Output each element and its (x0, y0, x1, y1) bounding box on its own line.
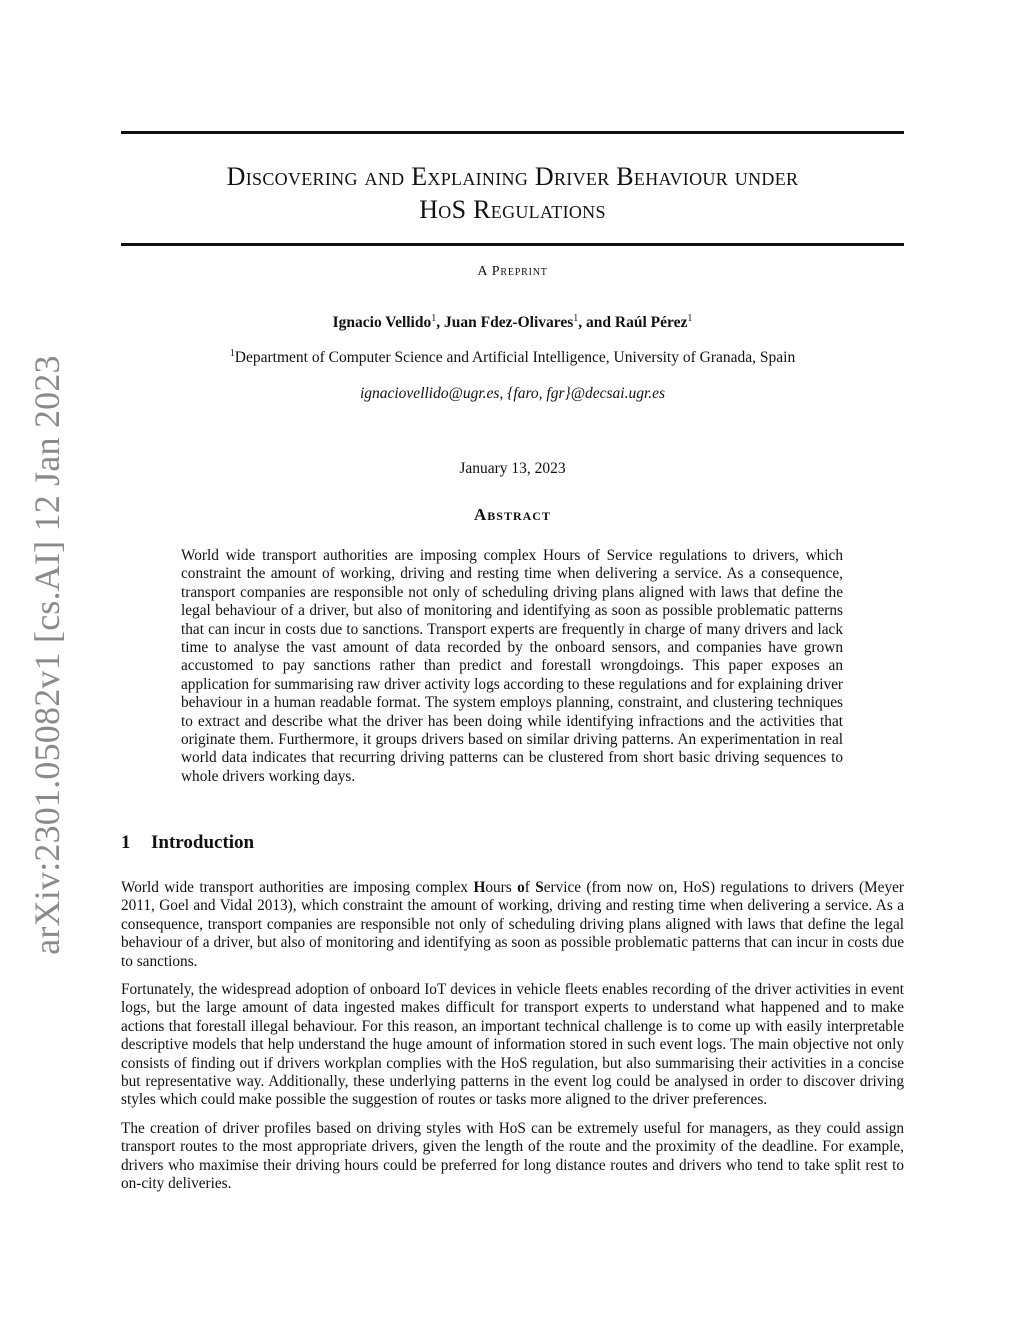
author-separator: , (436, 314, 444, 332)
author-affiliation-mark: 1 (573, 313, 579, 324)
author-separator: , and (578, 314, 615, 332)
introduction-body (121, 879, 904, 1204)
affiliation-text: Department of Computer Science and Artificial Intelligence, University of Granada, Spain (234, 349, 796, 367)
affiliation (121, 348, 904, 367)
arxiv-identifier: arXiv:2301.05082v1 [cs.AI] 12 Jan 2023 (27, 355, 68, 955)
arxiv-side-stamp (17, 355, 77, 955)
abstract-heading: Abstract (474, 505, 551, 524)
author-name: Ignacio Vellido (332, 314, 432, 332)
section-title: Introduction (151, 832, 255, 853)
paper-title-line-2: HoS Regulations (419, 195, 606, 224)
affiliation-mark: 1 (229, 348, 235, 359)
paragraph: Fortunately, the widespread adoption of onboard IoT devices in vehicle fleets enables recording of the driver activities in event logs, but the large amount of data ingested makes difficult for transport experts to understand what happened and to make actions that forestall illegal behaviour. For this reason, an important technical challenge is to come up with easily interpretable descriptive models that help understand the huge amount of information stored in such event logs. The main objective not only consists of finding out if drivers workplan complies with the HoS regulation, but also summarising their activities in a concise but representative way. Additionally, these underlying patterns in the event log could be analysed in order to discover driving styles which could make possible the suggestion of routes or tasks more aligned to the driver preferences. (121, 981, 904, 1109)
title-bottom-rule (121, 243, 904, 246)
author-name: Juan Fdez-Olivares (443, 314, 574, 332)
paragraph-text: ervice (from now on, HoS) regulations to drivers (Meyer 2011, Goel and Vidal 2013), which constraint the amount of working, driving and resting time when delivering a service. As a consequence, transport companies are responsible not only of scheduling driving plans aligned with laws that define the legal behaviour of a driver, but also of monitoring and identifying as soon as possible problematic patterns that can incur in costs due to sanctions. (121, 879, 904, 970)
title-top-rule (121, 131, 904, 134)
paper-title (121, 160, 904, 226)
abstract-text: World wide transport authorities are imposing complex Hours of Service regulations to drivers, which constraint the amount of working, driving and resting time when delivering a service. As a consequence, transport companies are responsible not only of scheduling driving plans aligned with laws that define the legal behaviour of a driver, but also of monitoring and identifying as soon as possible problematic patterns that can incur in costs due to sanctions. Transport experts are frequently in charge of many drivers and lack time to analyse the vast amount of data recorded by the onboard sensors, and companies have grown accustomed to pay sanctions rather than predict and forestall wrongdoings. This paper exposes an application for summarising raw driver activity logs according to these regulations and for explaining driver behaviour in a human readable format. The system employs planning, constraint, and clustering techniques to extract and describe what the driver has been doing while identifying infractions and the activities that originate them. Furthermore, it groups drivers based on similar driving patterns. An experimentation in real world data indicates that recurring driving patterns can be clustered from short basic driving sequences to whole drivers working days. (181, 547, 843, 785)
author-emails: ignaciovellido@ugr.es, {faro, fgr}@decsai.ugr.es (359, 385, 666, 402)
emphasis-letter: o (517, 879, 525, 896)
author-affiliation-mark: 1 (687, 313, 693, 324)
section-number: 1 (121, 832, 131, 853)
paragraph-text: f (524, 879, 536, 896)
emphasis-letter: H (473, 879, 486, 896)
author-list (121, 313, 904, 332)
preprint-label: A Preprint (477, 264, 548, 279)
section-heading (121, 832, 254, 854)
emphasis-letter: S (535, 879, 544, 896)
paragraph-text: World wide transport authorities are imposing complex (121, 879, 474, 896)
paper-title-line-1: Discovering and Explaining Driver Behaviour under (226, 162, 799, 191)
author-affiliation-mark: 1 (431, 313, 437, 324)
paragraph (121, 879, 904, 971)
publication-date: January 13, 2023 (459, 460, 566, 477)
paragraph: The creation of driver profiles based on driving styles with HoS can be extremely useful for managers, as they could assign transport routes to the most appropriate drivers, given the length of the route and the proximity of the deadline. For example, drivers who maximise their driving hours could be preferred for long distance routes and drivers who tend to take split rest to on-city deliveries. (121, 1119, 904, 1193)
author-name: Raúl Pérez (614, 314, 688, 332)
paragraph-text: ours (485, 879, 518, 896)
